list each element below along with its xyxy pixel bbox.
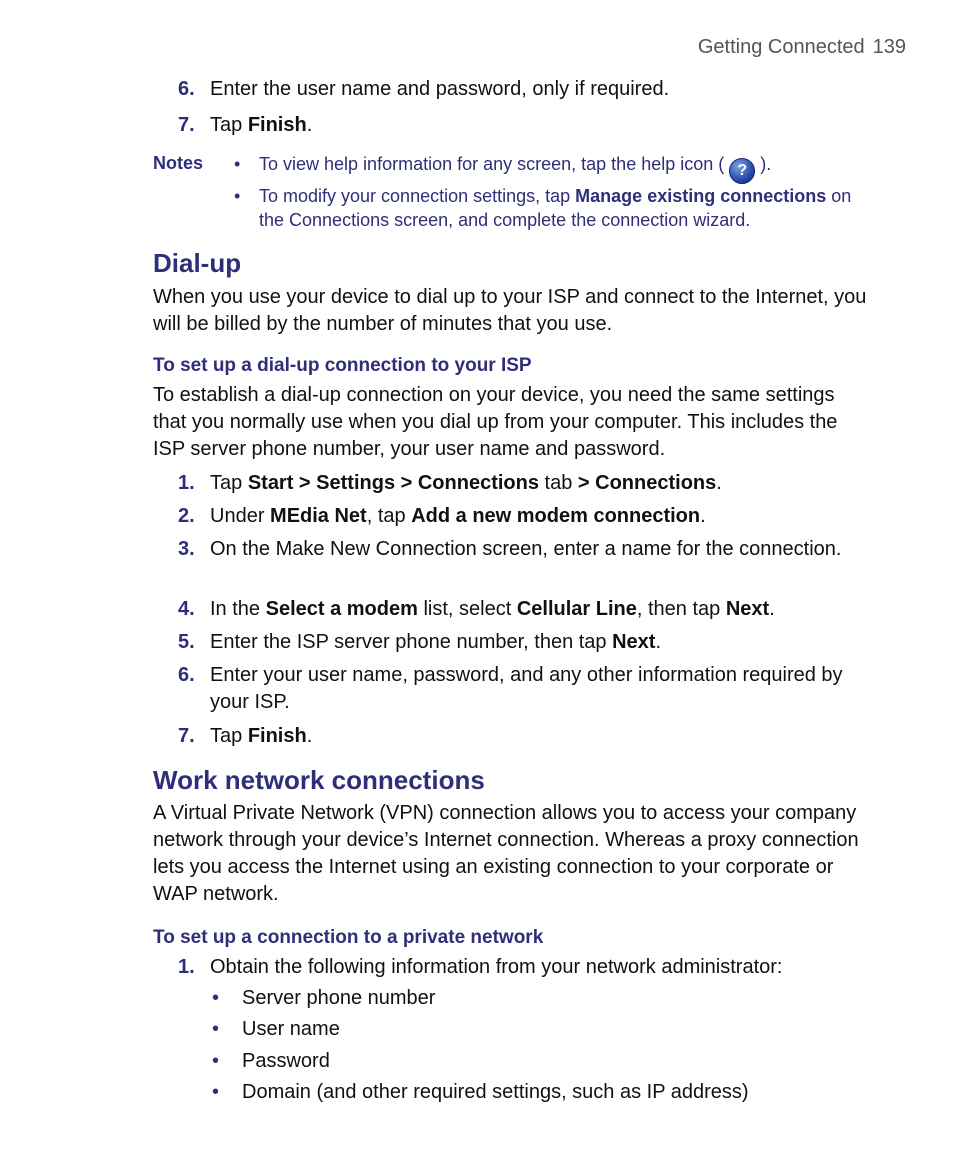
step-item (178, 723, 868, 750)
note-text: To view help information for any screen, tap the help icon ( ? ). (259, 152, 874, 184)
step-number: 5. (178, 631, 195, 653)
bullet: • (212, 987, 220, 1009)
step-text: Enter the user name and password, only if required. (210, 78, 670, 100)
list-item-text: Server phone number (242, 987, 436, 1009)
page-number: 139 (872, 36, 906, 58)
note-text: To modify your connection settings, tap Manage existing connections on the Connections screen, and complete the connection wizard. (259, 186, 852, 230)
step-item (178, 954, 868, 981)
step-text: Tap Finish. (210, 725, 313, 747)
running-header (698, 36, 906, 59)
list-item (212, 1016, 340, 1043)
header-section-title: Getting Connected (697, 36, 865, 58)
step-text: Under MEdia Net, tap Add a new modem connection. (210, 505, 706, 527)
step-item (178, 470, 868, 497)
step-number: 1. (178, 472, 195, 494)
list-item (212, 1079, 749, 1106)
step-text: Tap Finish. (210, 114, 313, 136)
step-number: 2. (178, 505, 195, 527)
step-number: 1. (178, 956, 195, 978)
step-number: 7. (178, 114, 195, 136)
list-item (212, 1048, 330, 1075)
dialup-intro: When you use your device to dial up to your ISP and connect to the Internet, you will be billed by the number of minutes that you use. (153, 286, 867, 335)
subheading-private-network: To set up a connection to a private network (153, 927, 544, 948)
step-text: Obtain the following information from your network administrator: (210, 956, 783, 978)
bullet: • (212, 1050, 220, 1072)
bullet: • (212, 1018, 220, 1040)
bullet: • (234, 154, 241, 174)
notes-label: Notes (153, 153, 204, 173)
step-item (178, 629, 868, 656)
step-item (178, 536, 868, 563)
step-text: In the Select a modem list, select Cellular Line, then tap Next. (210, 598, 775, 620)
step-text: On the Make New Connection screen, enter a name for the connection. (210, 538, 842, 560)
list-item-text: Password (242, 1050, 330, 1072)
step-text: Enter the ISP server phone number, then tap Next. (210, 631, 662, 653)
list-item (212, 985, 435, 1012)
list-item-text: Domain (and other required settings, such as IP address) (242, 1081, 749, 1103)
step-number: 7. (178, 725, 195, 747)
list-item-text: User name (242, 1018, 340, 1040)
bullet: • (234, 186, 241, 206)
step-text: Tap Start > Settings > Connections tab > Connections. (210, 472, 722, 494)
section-heading-dialup: Dial-up (153, 248, 242, 278)
work-network-intro: A Virtual Private Network (VPN) connection allows you to access your company network through your device’s Internet connection. Whereas a proxy connection lets you access the Internet using an existing connection to your corporate or WAP network. (153, 802, 859, 905)
bullet: • (212, 1081, 220, 1103)
step-number: 6. (178, 664, 195, 686)
step-text: Enter your user name, password, and any other information required by your ISP. (210, 664, 843, 713)
step-number: 4. (178, 598, 195, 620)
note-item (234, 152, 874, 184)
help-icon: ? (729, 158, 755, 184)
subheading-dialup-setup: To set up a dial-up connection to your ISP (153, 355, 532, 376)
step-item (178, 662, 868, 716)
step-number: 3. (178, 538, 195, 560)
step-item (178, 76, 868, 103)
note-item (234, 184, 874, 232)
dialup-setup-intro: To establish a dial-up connection on your device, you need the same settings that you normally use when you dial up from your computer. This includes the ISP server phone number, your user name and password. (153, 384, 838, 460)
section-heading-work-network: Work network connections (153, 765, 485, 795)
step-item (178, 503, 868, 530)
step-item (178, 112, 868, 139)
step-item (178, 596, 868, 623)
step-number: 6. (178, 78, 195, 100)
